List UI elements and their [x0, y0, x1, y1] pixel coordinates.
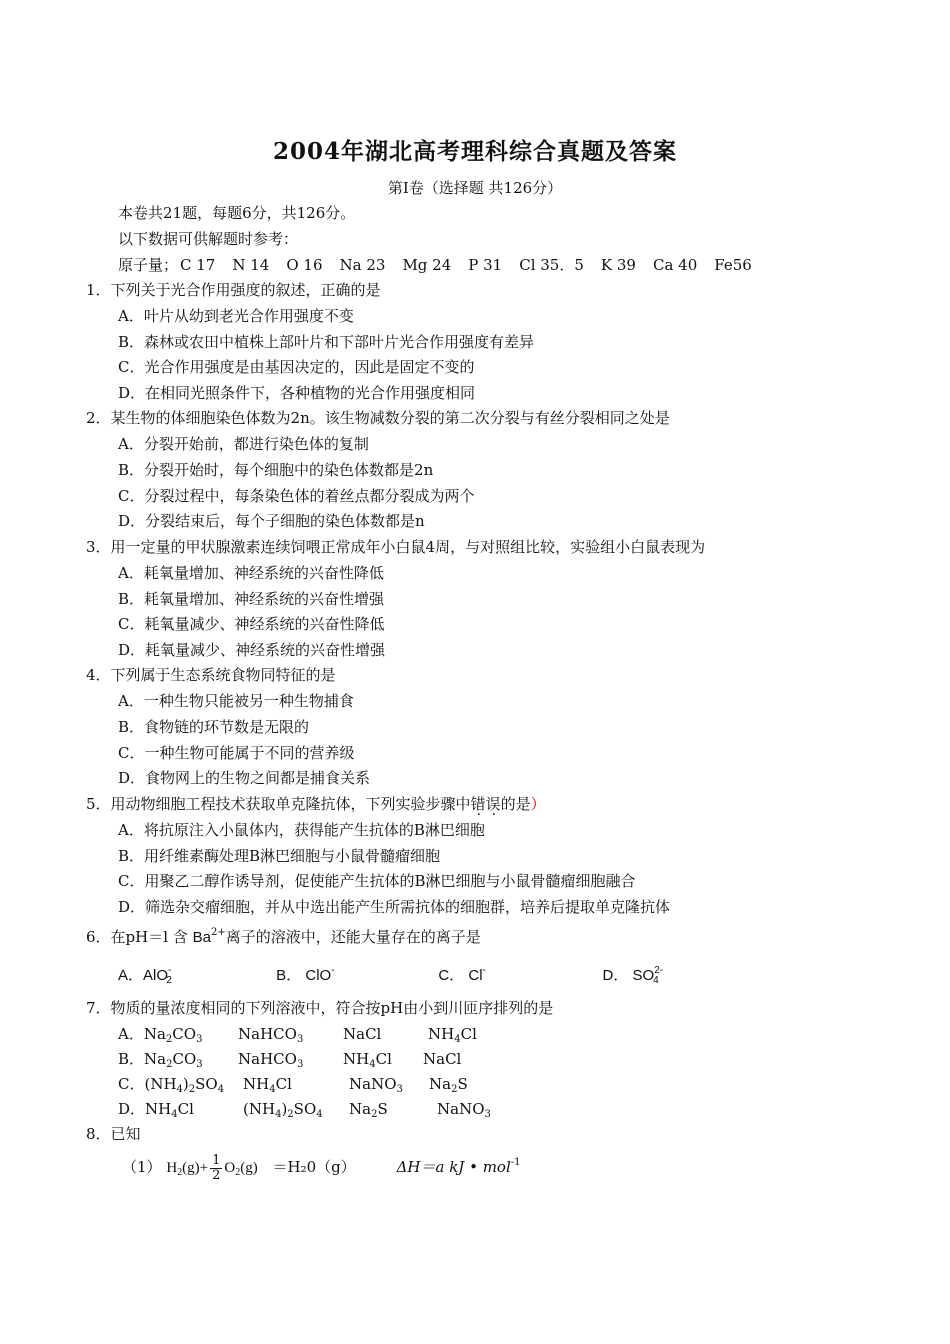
- question-5-stem: 5．用动物细胞工程技术获取单克隆抗体，下列实验步骤中错误的是）: [86, 795, 546, 813]
- q5-option-d[interactable]: D．筛选杂交瘤细胞，并从中选出能产生所需抗体的细胞群，培养后提取单克隆抗体: [118, 898, 671, 916]
- q1-option-c[interactable]: C．光合作用强度是由基因决定的，因此是固定不变的: [118, 358, 475, 376]
- q4-option-c[interactable]: C．一种生物可能属于不同的营养级: [118, 744, 355, 762]
- atomic-weights: 原子量； C 17 N 14 O 16 Na 23 Mg 24 P 31 Cl 35．5 K 39 Ca 40 Fe56: [118, 256, 752, 274]
- intro-line-1: 本卷共21题，每题6分，共126分。: [118, 204, 356, 222]
- q2-option-a[interactable]: A．分裂开始前，都进行染色体的复制: [118, 435, 369, 453]
- question-3-stem: 3．用一定量的甲状腺激素连续饲喂正常成年小白鼠4周，与对照组比较，实验组小白鼠表现为: [86, 538, 706, 556]
- q2-option-c[interactable]: C．分裂过程中，每条染色体的着丝点都分裂成为两个: [118, 487, 475, 505]
- q3-option-d[interactable]: D．耗氧量减少、神经系统的兴奋性增强: [118, 641, 386, 659]
- q5-option-c[interactable]: C．用聚乙二醇作诱导剂，促使能产生抗体的B淋巴细胞与小鼠骨髓瘤细胞融合: [118, 872, 636, 890]
- q7-option-b[interactable]: B．Na2CO3 NaHCO3 NH4Cl NaCl: [118, 1050, 462, 1070]
- q7-option-c[interactable]: C．(NH4)2SO4 NH4Cl NaNO3 Na2S: [118, 1075, 468, 1095]
- page-title: 2004年湖北高考理科综合真题及答案: [272, 138, 677, 165]
- q6-option-c[interactable]: C． Cl-: [438, 965, 486, 984]
- question-7-stem: 7．物质的量浓度相同的下列溶液中，符合按pH由小到川匝序排列的是: [86, 999, 554, 1017]
- q1-option-a[interactable]: A．叶片从幼到老光合作用强度不变: [118, 307, 354, 325]
- question-4-stem: 4．下列属于生态系统食物同特征的是: [86, 666, 336, 684]
- question-8-stem: 8．已知: [86, 1125, 141, 1143]
- intro-line-2: 以下数据可供解题时参考：: [118, 230, 299, 248]
- q7-option-d[interactable]: D．NH4Cl (NH4)2SO4 Na2S NaNO3: [118, 1100, 491, 1120]
- q5-option-b[interactable]: B．用纤维素酶处理B淋巴细胞与小鼠骨髓瘤细胞: [118, 847, 441, 865]
- question-1-stem: 1．下列关于光合作用强度的叙述，正确的是: [86, 281, 381, 299]
- q3-option-c[interactable]: C．耗氧量减少、神经系统的兴奋性降低: [118, 615, 385, 633]
- q6-option-a[interactable]: A．AlO-2: [118, 965, 172, 986]
- q2-option-b[interactable]: B．分裂开始时，每个细胞中的染色体数都是2n: [118, 461, 434, 479]
- q5-option-a[interactable]: A．将抗原注入小鼠体内，获得能产生抗体的B淋巴细胞: [118, 821, 485, 839]
- q8-equation-1: （1） $H_2(g)+$ $\frac{1}{2}$ $O_2(g) =H_20(g)$ ΔH＝a kJ • mol$^{-1}$: [122, 1152, 521, 1183]
- q4-option-b[interactable]: B．食物链的环节数是无限的: [118, 718, 310, 736]
- q1-option-b[interactable]: B．森林或农田中植株上部叶片和下部叶片光合作用强度有差异: [118, 333, 535, 351]
- q1-option-d[interactable]: D．在相同光照条件下，各种植物的光合作用强度相同: [118, 384, 476, 402]
- q7-option-a[interactable]: A．Na2CO3 NaHCO3 NaCl NH4Cl: [118, 1025, 477, 1045]
- q6-option-d[interactable]: D． SO2-4: [602, 965, 664, 986]
- section-subtitle: 第Ⅰ卷（选择题 共126分）: [387, 179, 563, 197]
- q4-option-a[interactable]: A．一种生物只能被另一种生物捕食: [118, 692, 354, 710]
- question-6-stem: 6．在pH＝l 含 $Ba^{2+}$离子的溶液中，还能大量存在的离子是: [86, 927, 481, 946]
- q2-option-d[interactable]: D．分裂结束后，每个子细胞的染色体数都是n: [118, 512, 425, 530]
- q3-option-a[interactable]: A．耗氧量增加、神经系统的兴奋性降低: [118, 564, 384, 582]
- question-2-stem: 2．某生物的体细胞染色体数为2n。该生物减数分裂的第二次分裂与有丝分裂相同之处是: [86, 409, 670, 427]
- q4-option-d[interactable]: D．食物网上的生物之间都是捕食关系: [118, 769, 371, 787]
- q6-options: [118, 960, 664, 992]
- q6-option-b[interactable]: B． ClO-: [276, 965, 335, 984]
- q3-option-b[interactable]: B．耗氧量增加、神经系统的兴奋性增强: [118, 590, 385, 608]
